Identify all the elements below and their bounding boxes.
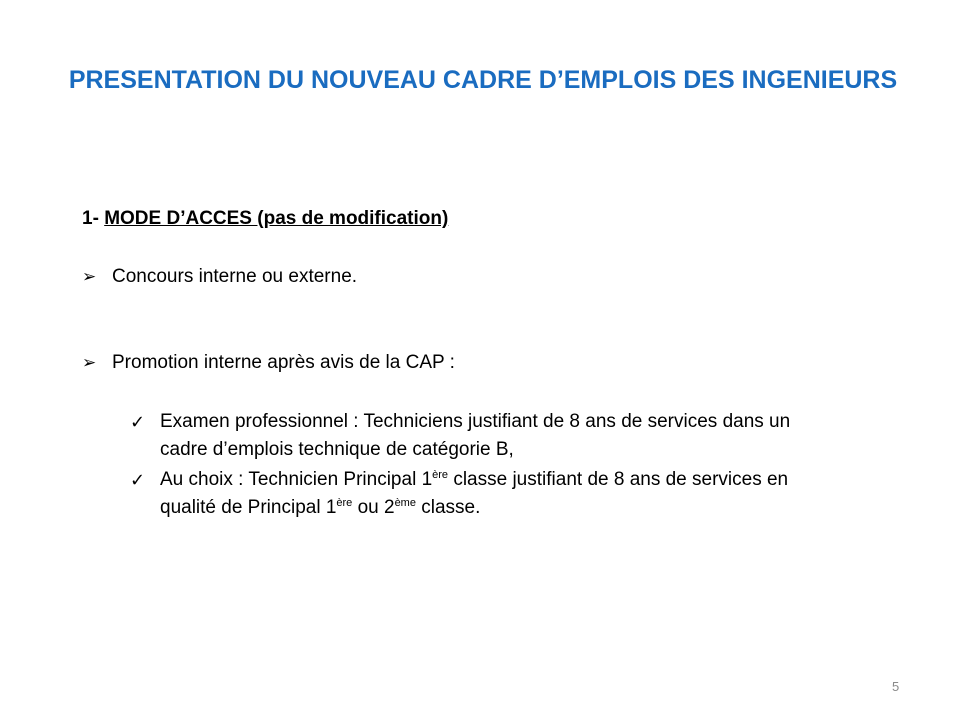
bullet-text: Concours interne ou externe. xyxy=(112,266,358,287)
checkmark-icon: ✓ xyxy=(130,470,146,490)
subitem-line: cadre d’emplois technique de catégorie B, xyxy=(160,439,514,460)
subitem-text xyxy=(160,408,890,464)
subitem-line: Examen professionnel : Techniciens justifiant de 8 ans de services dans un xyxy=(160,411,791,432)
subitem-fragment: ou 2 xyxy=(352,497,395,518)
subitem-fragment: classe justifiant de 8 ans de services en xyxy=(448,469,789,490)
superscript: ème xyxy=(394,497,416,509)
bullet-text: Promotion interne après avis de la CAP : xyxy=(112,352,455,373)
section-heading xyxy=(82,208,448,230)
bullet-item-promotion xyxy=(82,352,455,374)
page-number: 5 xyxy=(892,679,900,694)
subitem-text xyxy=(160,466,890,522)
section-heading-text: MODE D’ACCES (pas de modification) xyxy=(104,208,449,229)
section-number: 1- xyxy=(82,208,105,229)
subitem-fragment: qualité de Principal 1 xyxy=(160,497,337,518)
bullet-item-concours xyxy=(82,266,357,288)
subitem-examen xyxy=(130,408,890,464)
checkmark-icon: ✓ xyxy=(130,412,146,432)
subitem-fragment: classe. xyxy=(415,497,481,518)
slide-title: PRESENTATION DU NOUVEAU CADRE D’EMPLOIS DES INGENIEURS xyxy=(68,66,898,94)
arrow-bullet-icon: ➢ xyxy=(82,267,97,286)
superscript: ère xyxy=(336,497,353,509)
subitem-fragment: Au choix : Technicien Principal 1 xyxy=(160,469,433,490)
arrow-bullet-icon: ➢ xyxy=(82,353,97,372)
superscript: ère xyxy=(432,469,449,481)
subitem-choix xyxy=(130,466,890,522)
